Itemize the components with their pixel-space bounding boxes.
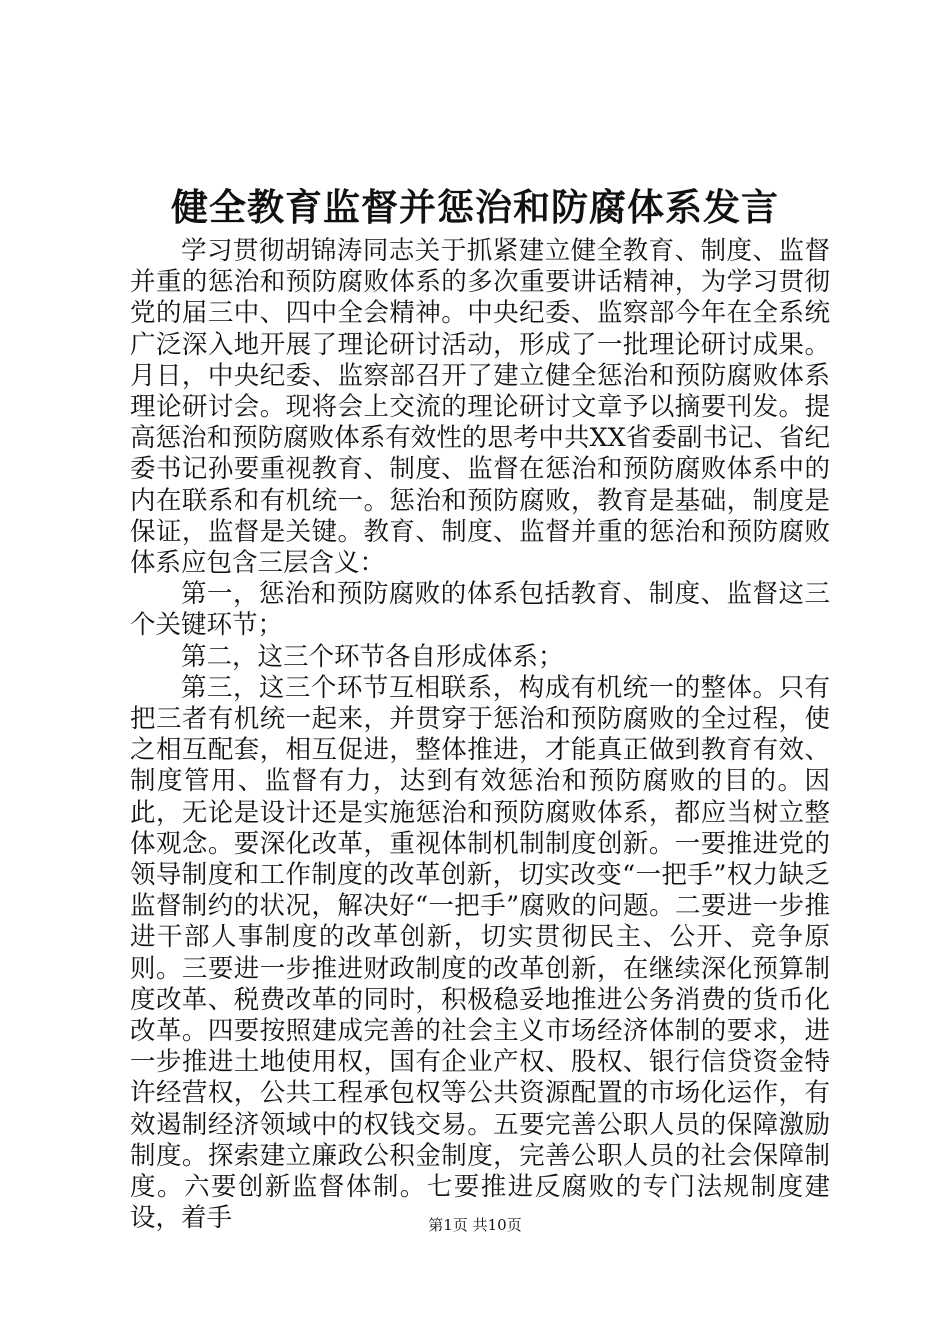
document-title: 健全教育监督并惩治和防腐体系发言 — [171, 185, 779, 229]
page-footer: 第1页 共10页 — [428, 1216, 522, 1234]
paragraph-point-three: 第三，这三个环节互相联系，构成有机统一的整体。只有把三者有机统一起来，并贯穿于惩治和预防腐败的全过程，使之相互配套，相互促进，整体推进，才能真正做到教育有效、制度管用、监督有力，达到有效惩治和预防腐败的目的。因此，无论是设计还是实施惩治和预防腐败体系，都应当树立整体观念。要深化改革，重视体制机制制度创新。一要推进党的领导制度和工作制度的改革创新，切实改变“一把手”权力缺乏监督制约的状况，解决好“一把手”腐败的问题。二要进一步推进干部人事制度的改革创新，切实贯彻民主、公开、竞争原则。三要进一步推进财政制度的改革创新，在继续深化预算制度改革、税费改革的同时，积极稳妥地推进公务消费的货币化改革。四要按照建成完善的社会主义市场经济体制的要求，进一步推进土地使用权，国有企业产权、股权、银行信贷资金特许经营权，公共工程承包权等公共资源配置的市场化运作，有效遏制经济领域中的权钱交易。五要完善公职人员的保障激励制度。探索建立廉政公积金制度，完善公职人员的社会保障制度。六要创新监督体制。七要推进反腐败的专门法规制度建设，着手 — [130, 672, 830, 1234]
document-body — [130, 236, 830, 1235]
paragraph-intro: 学习贯彻胡锦涛同志关于抓紧建立健全教育、制度、监督并重的惩治和预防腐败体系的多次重要讲话精神，为学习贯彻党的届三中、四中全会精神。中央纪委、监察部今年在全系统广泛深入地开展了理论研讨活动，形成了一批理论研讨成果。月日，中央纪委、监察部召开了建立健全惩治和预防腐败体系理论研讨会。现将会上交流的理论研讨文章予以摘要刊发。提高惩治和预防腐败体系有效性的思考中共XX省委副书记、省纪委书记孙要重视教育、制度、监督在惩治和预防腐败体系中的内在联系和有机统一。惩治和预防腐败，教育是基础，制度是保证，监督是关键。教育、制度、监督并重的惩治和预防腐败体系应包含三层含义： — [130, 236, 830, 579]
paragraph-point-two: 第二，这三个环节各自形成体系； — [181, 641, 564, 672]
paragraph-point-one: 第一，惩治和预防腐败的体系包括教育、制度、监督这三个关键环节； — [130, 579, 830, 641]
